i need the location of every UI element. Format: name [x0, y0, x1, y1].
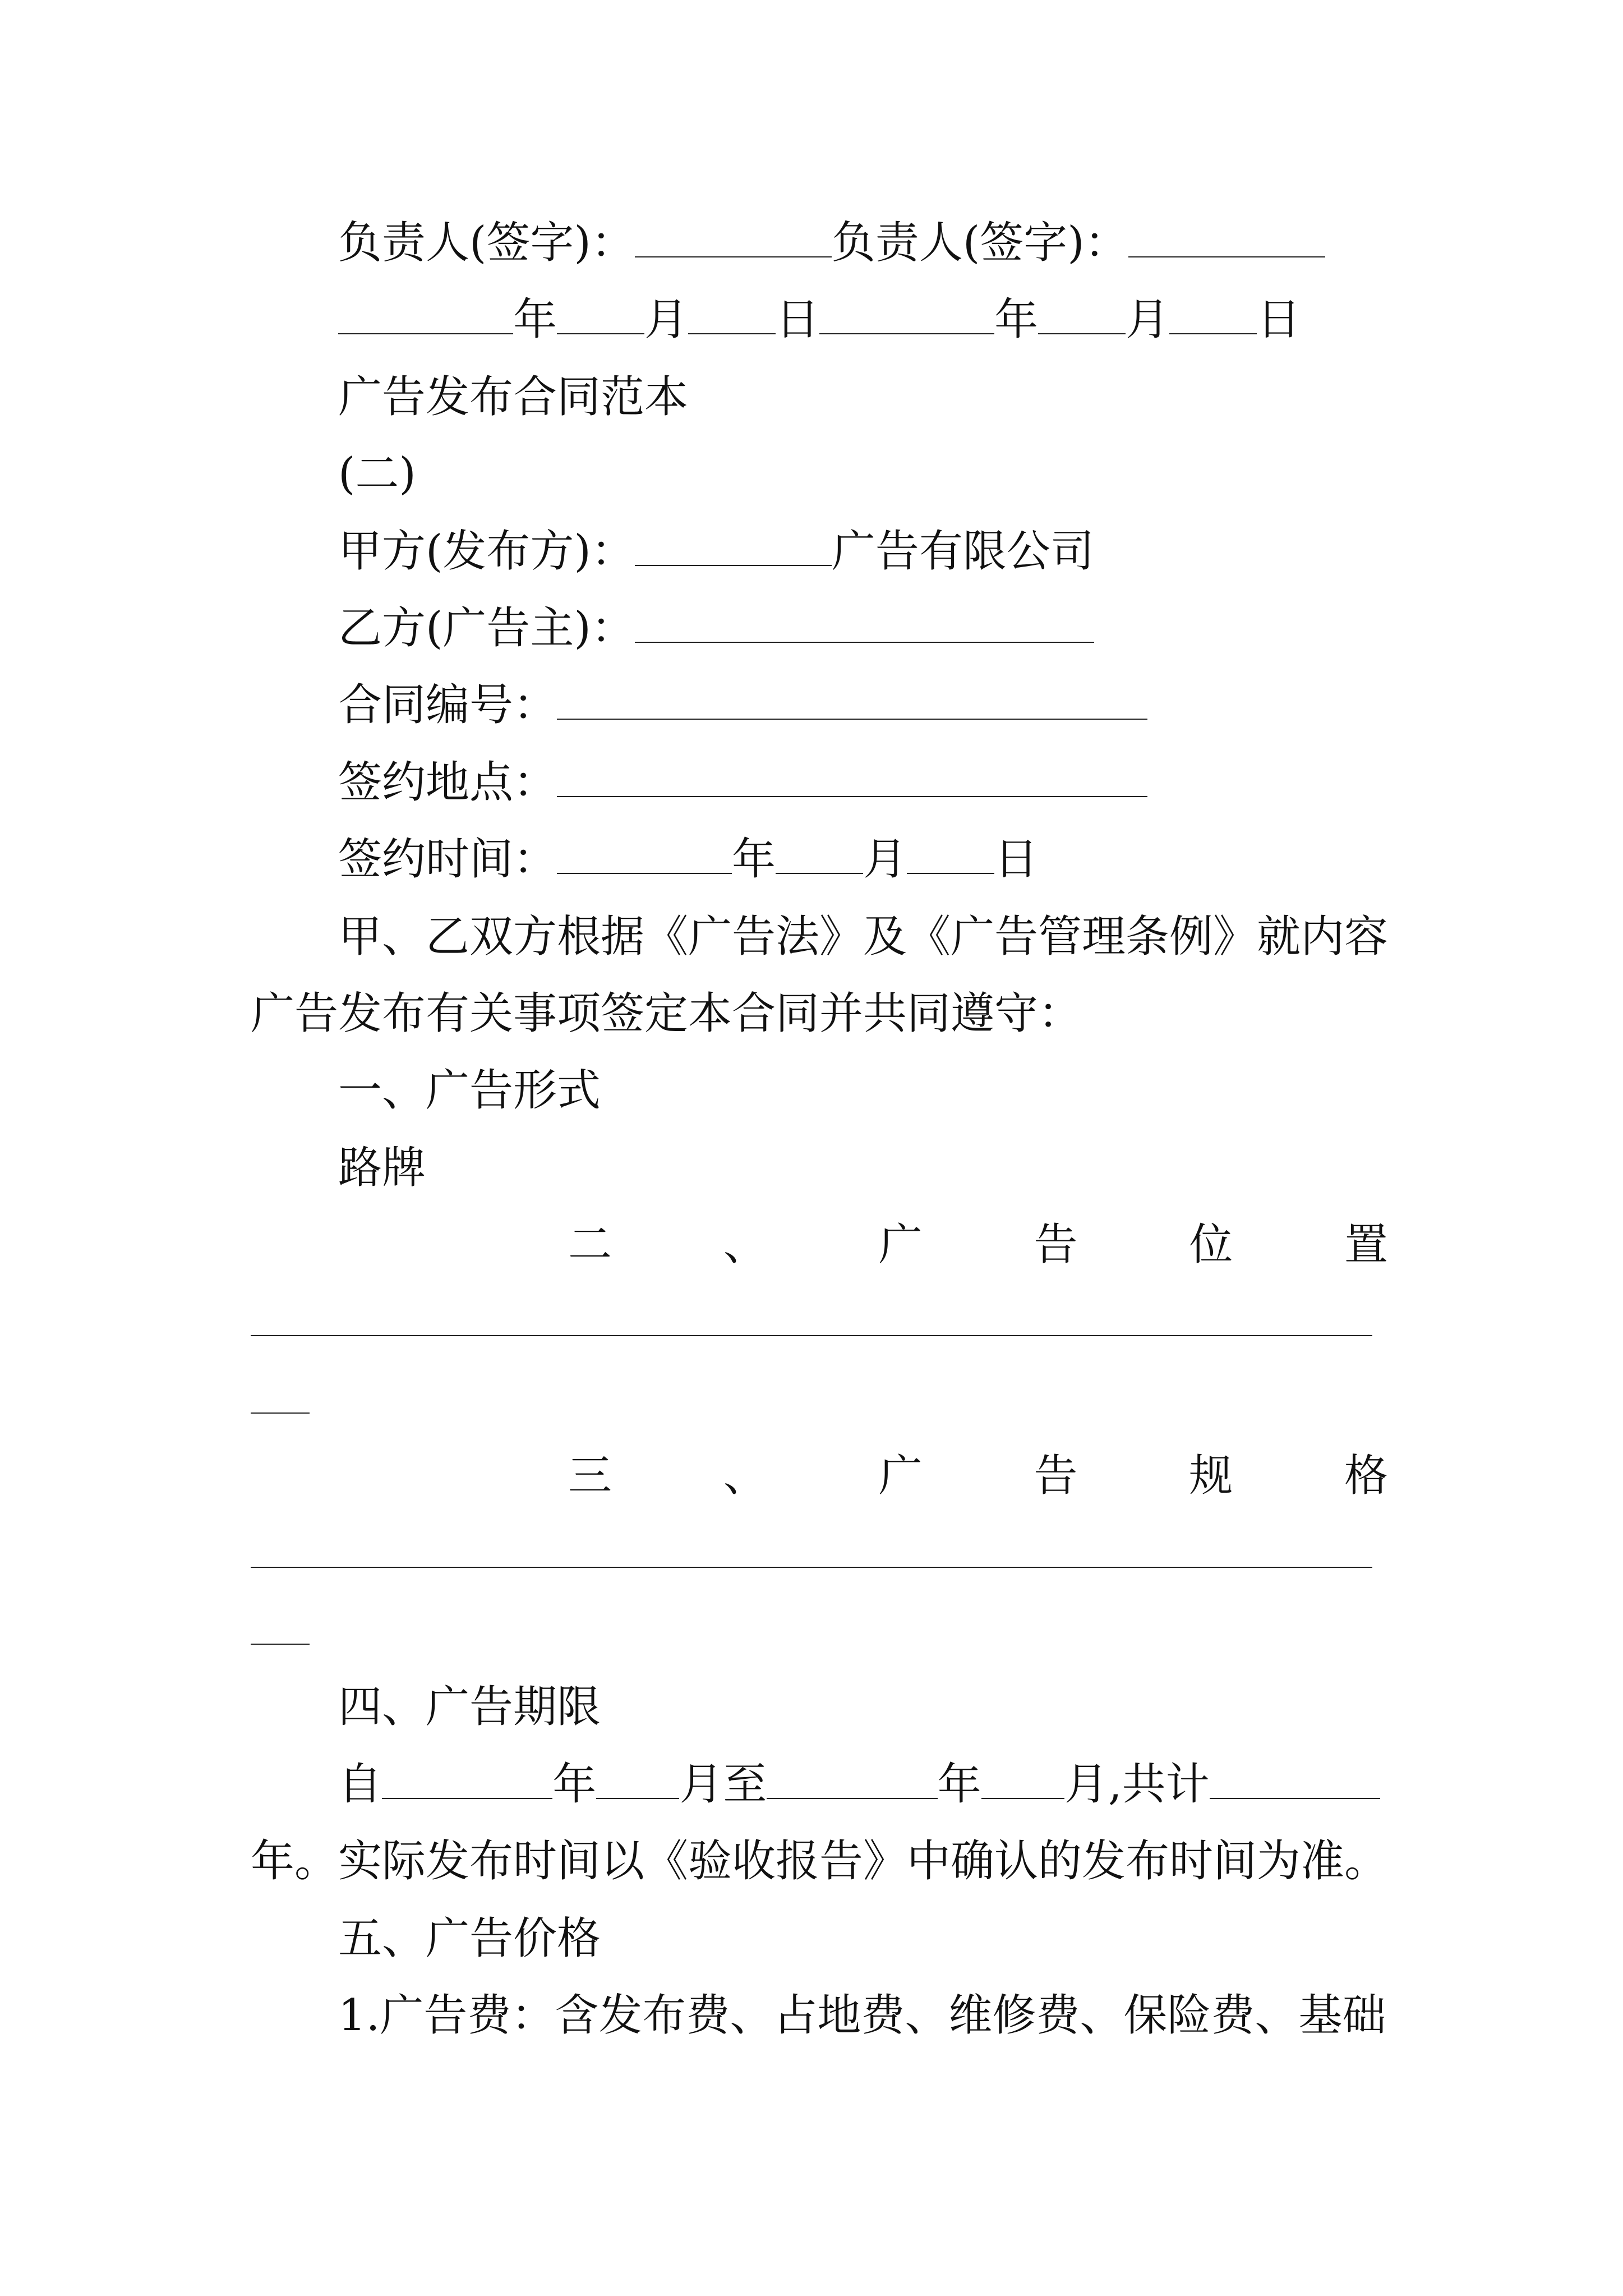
contract-number-label: 合同编号：	[338, 680, 557, 731]
signing-place-line	[251, 744, 1389, 821]
signature-date-line	[251, 282, 1389, 358]
signature-left-blank	[635, 222, 832, 257]
signing-place-blank	[557, 761, 1147, 797]
party-a-label: 甲方(发布方)：	[338, 526, 635, 577]
section-price-item-1: 1.广告费：含发布费、占地费、维修费、保险费、基础	[338, 1990, 1386, 2041]
party-b-blank	[635, 607, 1094, 643]
heading-char: 告	[1034, 1451, 1078, 1502]
section-term-continuation: 年。实际发布时间以《验收报告》中确认的发布时间为准。	[251, 1836, 1389, 1887]
section-form-value: 路牌	[338, 1142, 426, 1193]
term-year2-blank	[767, 1763, 937, 1798]
section-position-blank	[251, 1300, 1372, 1336]
signing-time-year: 年	[732, 834, 776, 885]
section-position-heading-line	[251, 1207, 1389, 1283]
term-year1: 年	[552, 1759, 597, 1810]
heading-char: 三	[568, 1451, 612, 1502]
term-month1-blank	[596, 1763, 679, 1798]
term-total-blank	[1210, 1763, 1380, 1798]
section-size-blank-line	[251, 1515, 1389, 1592]
section-position-blank-tail	[251, 1377, 310, 1413]
date-right-day-blank	[1169, 298, 1257, 334]
term-year2: 年	[937, 1759, 981, 1810]
term-from: 自	[338, 1759, 382, 1810]
date-left-month-blank	[557, 298, 644, 334]
heading-char: 、	[723, 1451, 767, 1502]
party-a-suffix: 广告有限公司	[831, 526, 1094, 577]
signing-place-label: 签约地点：	[338, 757, 557, 808]
contract-number-line	[251, 667, 1389, 744]
term-month2: 月	[1064, 1759, 1108, 1810]
heading-char: 广	[878, 1220, 923, 1271]
signing-time-day: 日	[994, 834, 1039, 885]
document-title: 广告发布合同范本	[338, 371, 689, 422]
party-b-label: 乙方(广告主)：	[338, 602, 635, 654]
signing-time-month: 月	[863, 834, 907, 885]
preamble-line-2: 广告发布有关事项签定本合同并共同遵守：	[251, 988, 1082, 1039]
signature-left-label: 负责人(签字)：	[338, 218, 635, 268]
heading-char: 、	[723, 1220, 767, 1271]
contract-number-blank	[557, 684, 1147, 720]
party-a-blank	[635, 530, 832, 565]
section-size-heading-line	[251, 1438, 1389, 1515]
heading-char: 格	[1344, 1451, 1388, 1502]
heading-char: 规	[1189, 1451, 1233, 1502]
signature-right-blank	[1128, 222, 1325, 257]
section-term-heading: 四、广告期限	[338, 1682, 601, 1733]
party-a-line	[251, 513, 1389, 590]
date-right-day: 日	[1257, 295, 1301, 346]
date-left-day: 日	[776, 295, 820, 346]
date-left-month: 月	[644, 295, 689, 346]
preamble-line-1: 甲、乙双方根据《广告法》及《广告管理条例》就内容	[338, 911, 1389, 962]
heading-char: 广	[878, 1451, 923, 1502]
date-right-month-blank	[1038, 298, 1126, 334]
section-size-blank-tail	[251, 1609, 310, 1645]
signing-time-label: 签约时间：	[338, 834, 557, 885]
signing-time-day-blank	[907, 838, 994, 874]
date-left-year-blank	[338, 298, 513, 334]
signature-right-label: 负责人(签字)：	[831, 218, 1128, 268]
date-right-year: 年	[994, 295, 1039, 346]
section-size-blank	[251, 1531, 1372, 1567]
heading-char: 二	[568, 1220, 612, 1271]
date-right-month: 月	[1126, 295, 1170, 346]
section-position-blank-line	[251, 1283, 1389, 1360]
term-month2-blank	[981, 1763, 1064, 1798]
document-part: (二)	[338, 449, 416, 500]
document-page	[251, 205, 1389, 2054]
section-position-blank-tail-line	[251, 1361, 1389, 1438]
term-year1-blank	[382, 1763, 552, 1798]
heading-char: 位	[1189, 1220, 1233, 1271]
signing-time-month-blank	[776, 838, 863, 874]
heading-char: 告	[1034, 1220, 1078, 1271]
heading-char: 置	[1344, 1220, 1388, 1271]
section-form-heading: 一、广告形式	[338, 1065, 601, 1116]
section-size-heading	[568, 1438, 1388, 1515]
date-left-day-blank	[688, 298, 776, 334]
term-month1-to: 月至	[679, 1759, 767, 1810]
section-price-heading: 五、广告价格	[338, 1913, 601, 1964]
signature-line	[251, 205, 1389, 282]
section-term-line	[251, 1746, 1389, 1823]
date-right-year-blank	[819, 298, 994, 334]
section-size-blank-tail-line	[251, 1592, 1389, 1669]
party-b-line	[251, 590, 1389, 667]
date-left-year: 年	[513, 295, 557, 346]
term-total: ,共计	[1108, 1759, 1210, 1810]
section-position-heading	[568, 1207, 1388, 1283]
signing-time-year-blank	[557, 838, 732, 874]
signing-time-line	[251, 821, 1389, 898]
